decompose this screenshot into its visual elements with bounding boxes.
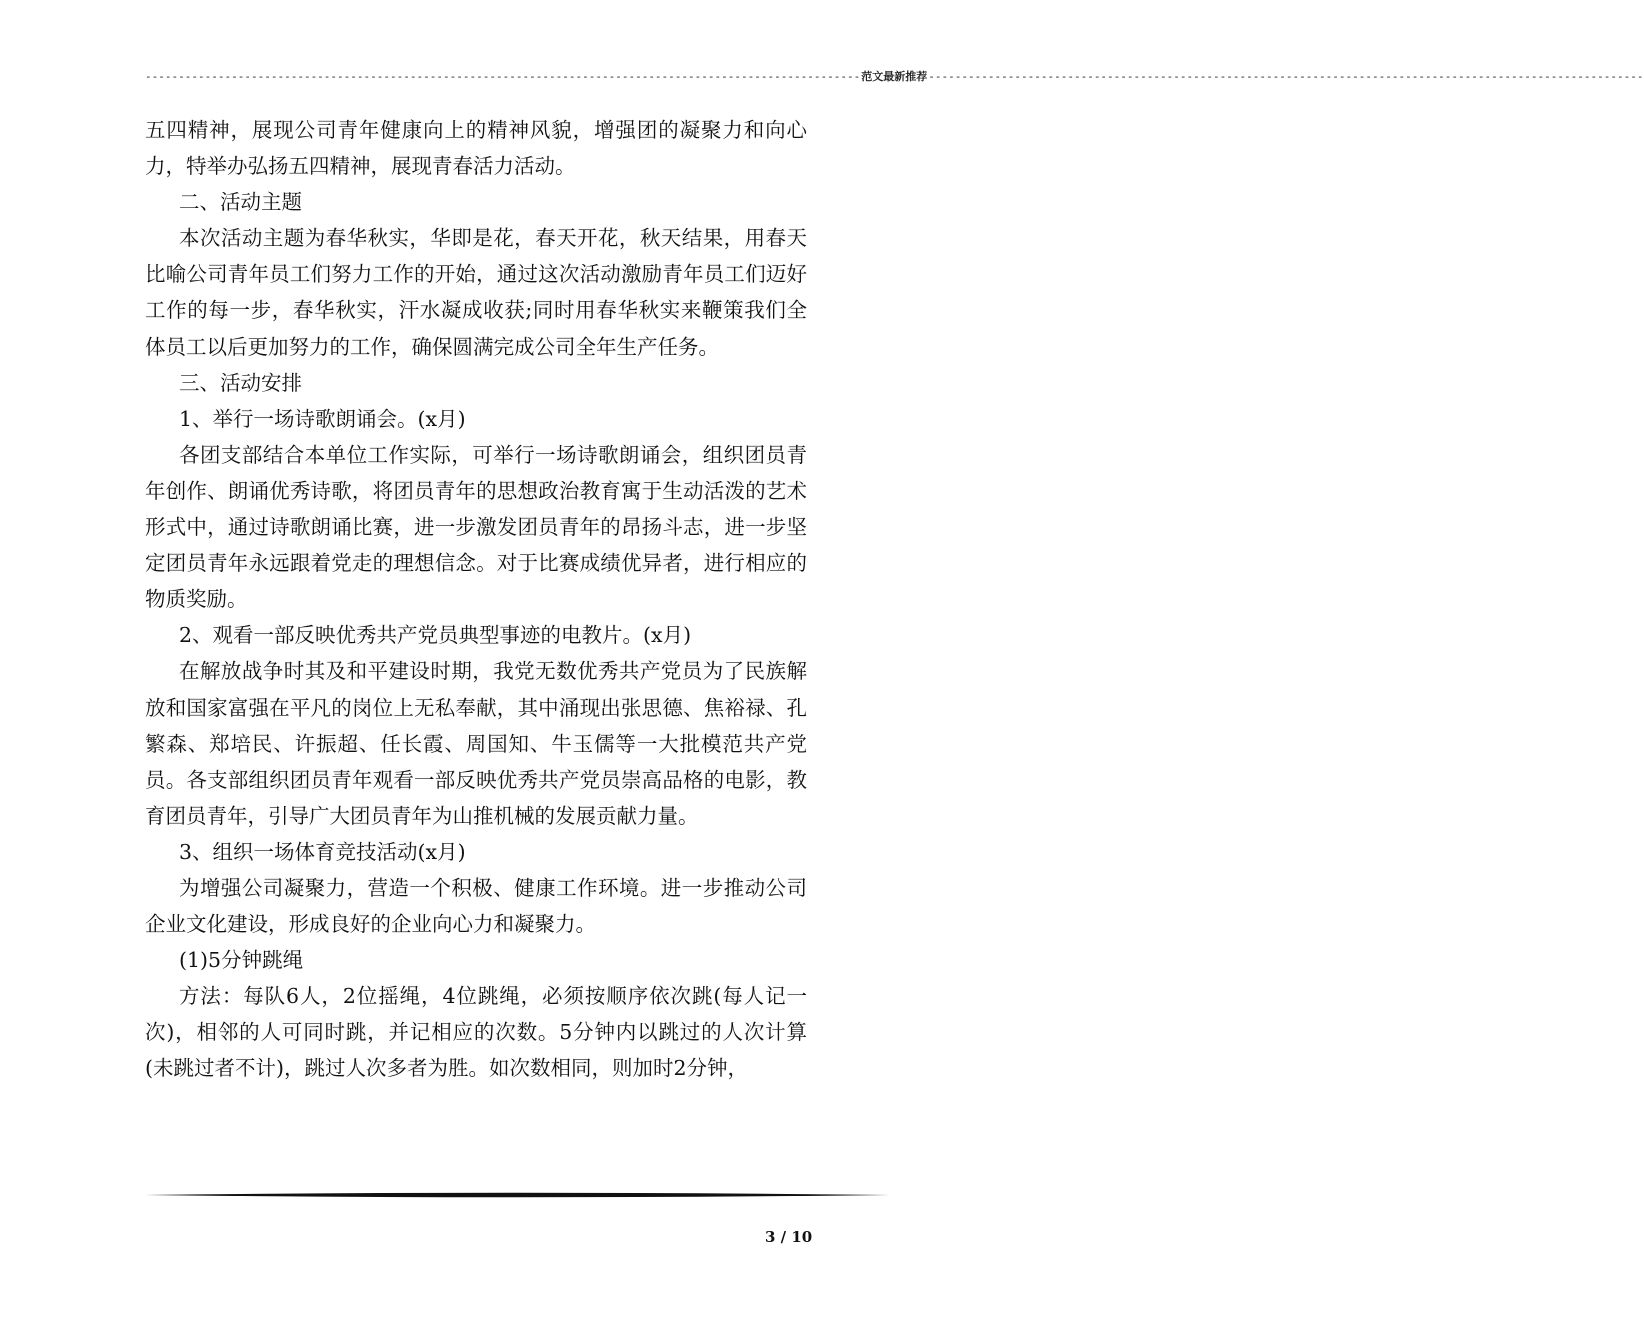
item-heading: 3、组织一场体育竞技活动(x月): [179, 839, 466, 864]
section-heading: 三、活动安排: [179, 370, 302, 395]
header-dashes-left: ------------------------------------------------------------------------------------------------------------: [145, 69, 861, 83]
header-dashes-right: ------------------------------------------------------------------------------------------------------------: [928, 69, 1644, 83]
paragraph: 在解放战争时其及和平建设时期，我党无数优秀共产党员为了民族解放和国家富强在平凡的岗位上无私奉献，其中涌现出张思德、焦裕禄、孔繁森、郑培民、许振超、任长霞、周国知、牛玉儒等一大批模范共产党员。各支部组织团员青年观看一部反映优秀共产党员崇高品格的电影，教育团员青年，引导广大团员青年为山推机械的发展贡献力量。: [145, 659, 807, 828]
paragraph: 各团支部结合本单位工作实际，可举行一场诗歌朗诵会，组织团员青年创作、朗诵优秀诗歌，将团员青年的思想政治教育寓于生动活泼的艺术形式中，通过诗歌朗诵比赛，进一步激发团员青年的昂扬斗志，进一步坚定团员青年永远跟着党走的理想信念。对于比赛成绩优异者，进行相应的物质奖励。: [145, 442, 807, 612]
header-title: 范文最新推荐: [861, 70, 928, 83]
sub-item-heading: (1)5分钟跳绳: [179, 948, 304, 973]
paragraph: 方法：每队6人，2位摇绳，4位跳绳，必须按顺序依次跳(每人记一次)，相邻的人可同时跳，并记相应的次数。5分钟内以跳过的人次计算(未跳过者不计)，跳过人次多者为胜。如次数相同，则加时2分钟，: [145, 984, 807, 1081]
page-header: [145, 68, 1644, 84]
document-body: [145, 112, 807, 1087]
paragraph: 本次活动主题为春华秋实，华即是花，春天开花，秋天结果，用春天比喻公司青年员工们努力工作的开始，通过这次活动激励青年员工们迈好工作的每一步，春华秋实，汗水凝成收获;同时用春华秋实来鞭策我们全体员工以后更加努力的工作，确保圆满完成公司全年生产任务。: [145, 226, 807, 359]
page-number: 3 / 10: [765, 1228, 813, 1246]
footer-rule: [145, 1192, 890, 1198]
paragraph: 五四精神，展现公司青年健康向上的精神风貌，增强团的凝聚力和向心力，特举办弘扬五四精神，展现青春活力活动。: [145, 118, 807, 179]
paragraph: 为增强公司凝聚力，营造一个积极、健康工作环境。进一步推动公司企业文化建设，形成良好的企业向心力和凝聚力。: [145, 875, 807, 937]
item-heading: 2、观看一部反映优秀共产党员典型事迹的电教片。(x月): [179, 623, 692, 648]
item-heading: 1、举行一场诗歌朗诵会。(x月): [179, 406, 466, 431]
section-heading: 二、活动主题: [179, 190, 302, 215]
